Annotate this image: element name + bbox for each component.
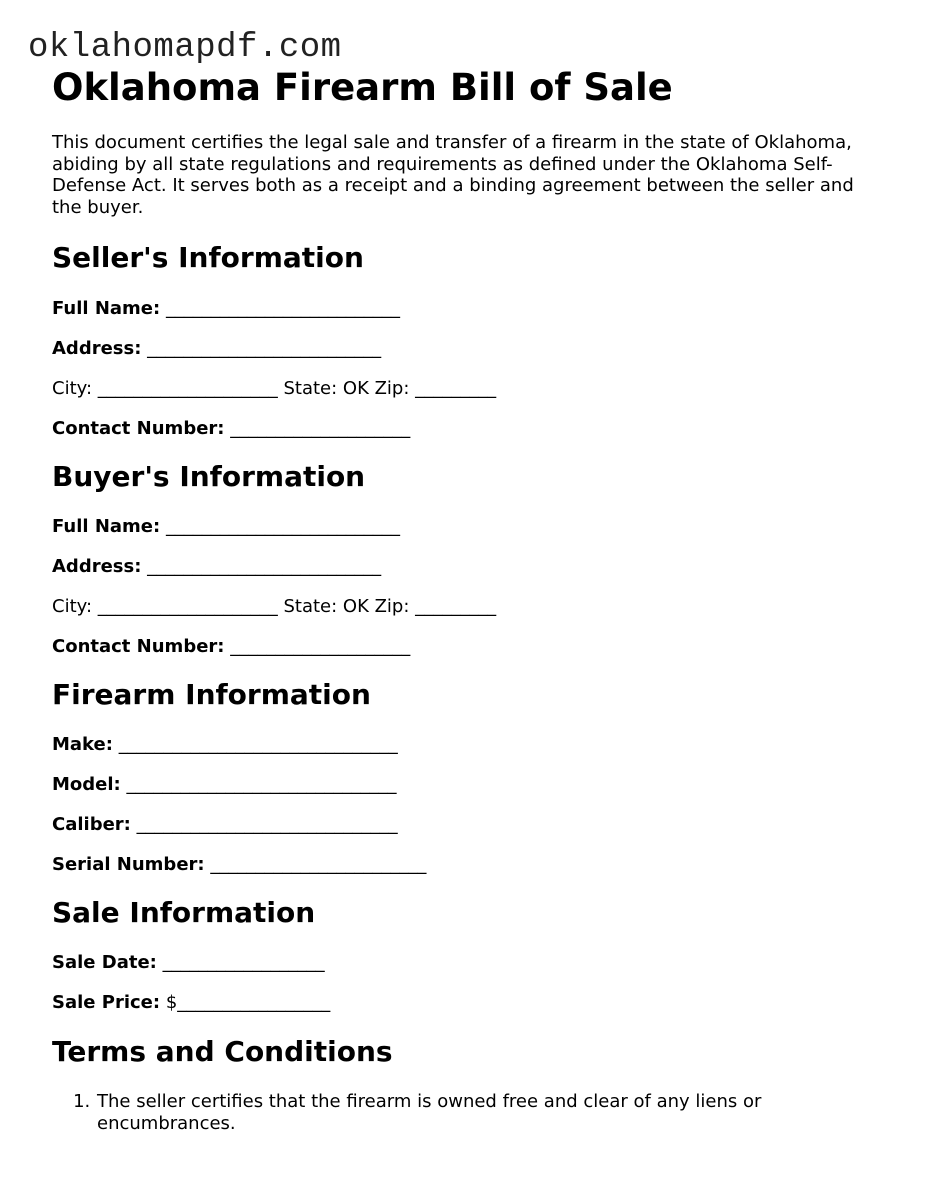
- site-watermark: oklahomapdf.com: [28, 29, 342, 67]
- buyer-address-label: Address:: [52, 556, 142, 577]
- firearm-heading: Firearm Information: [52, 678, 371, 711]
- sale-date-field[interactable]: [52, 952, 325, 974]
- seller-contact-field[interactable]: [52, 418, 410, 440]
- terms-list-container: [52, 1091, 812, 1135]
- buyer-address-blank[interactable]: __________________________: [147, 556, 382, 577]
- firearm-make-label: Make:: [52, 734, 113, 755]
- sale-section: [52, 896, 315, 930]
- intro-paragraph: This document certifies the legal sale and transfer of a firearm in the state of Oklahoma, abiding by all state regulations and requirements as defined under the Oklahoma Self-Defense Act. It serves both as a receipt and a binding agreement between the seller and the buyer.: [52, 132, 854, 218]
- firearm-make-field[interactable]: [52, 734, 398, 756]
- firearm-caliber-field[interactable]: [52, 814, 398, 836]
- document: [52, 62, 872, 1134]
- firearm-model-field[interactable]: [52, 774, 396, 796]
- terms-heading: Terms and Conditions: [52, 1035, 393, 1068]
- terms-list: [52, 1091, 812, 1135]
- sale-heading: Sale Information: [52, 896, 316, 929]
- sale-price-blank[interactable]: $_________________: [165, 992, 331, 1013]
- seller-heading: Seller's Information: [52, 241, 364, 274]
- buyer-section: [52, 460, 365, 494]
- seller-full-name-field[interactable]: [52, 298, 400, 320]
- firearm-section: [52, 678, 371, 712]
- seller-contact-label: Contact Number:: [52, 418, 225, 439]
- firearm-model-label: Model:: [52, 774, 121, 795]
- buyer-contact-field[interactable]: [52, 636, 410, 658]
- seller-full-name-blank[interactable]: __________________________: [165, 298, 400, 319]
- seller-address-blank[interactable]: __________________________: [147, 338, 382, 359]
- seller-full-name-label: Full Name:: [52, 298, 161, 319]
- seller-city-state-zip[interactable]: City: ____________________ State: OK Zip: _________: [52, 378, 497, 399]
- seller-section: [52, 241, 364, 275]
- seller-contact-blank[interactable]: ____________________: [230, 418, 411, 439]
- document-title: Oklahoma Firearm Bill of Sale: [52, 66, 673, 109]
- seller-address-label: Address:: [52, 338, 142, 359]
- firearm-serial-blank[interactable]: ________________________: [210, 854, 427, 875]
- firearm-caliber-label: Caliber:: [52, 814, 131, 835]
- firearm-caliber-blank[interactable]: _____________________________: [136, 814, 398, 835]
- sale-price-field[interactable]: [52, 992, 330, 1014]
- buyer-contact-blank[interactable]: ____________________: [230, 636, 411, 657]
- sale-price-label: Sale Price:: [52, 992, 161, 1013]
- buyer-heading: Buyer's Information: [52, 460, 366, 493]
- firearm-serial-field[interactable]: [52, 854, 426, 876]
- sale-date-blank[interactable]: __________________: [162, 952, 325, 973]
- buyer-contact-label: Contact Number:: [52, 636, 225, 657]
- sale-date-label: Sale Date:: [52, 952, 157, 973]
- firearm-model-blank[interactable]: ______________________________: [126, 774, 397, 795]
- buyer-full-name-label: Full Name:: [52, 516, 161, 537]
- firearm-serial-label: Serial Number:: [52, 854, 205, 875]
- terms-section: [52, 1035, 393, 1069]
- terms-item: 1. The seller certifies that the firearm is owned free and clear of any liens or encumbrances.: [96, 1091, 812, 1135]
- firearm-make-blank[interactable]: _______________________________: [118, 734, 398, 755]
- buyer-full-name-field[interactable]: [52, 516, 400, 538]
- seller-address-field[interactable]: [52, 338, 381, 360]
- buyer-full-name-blank[interactable]: __________________________: [165, 516, 400, 537]
- buyer-city-state-zip[interactable]: City: ____________________ State: OK Zip: _________: [52, 596, 497, 617]
- buyer-address-field[interactable]: [52, 556, 381, 578]
